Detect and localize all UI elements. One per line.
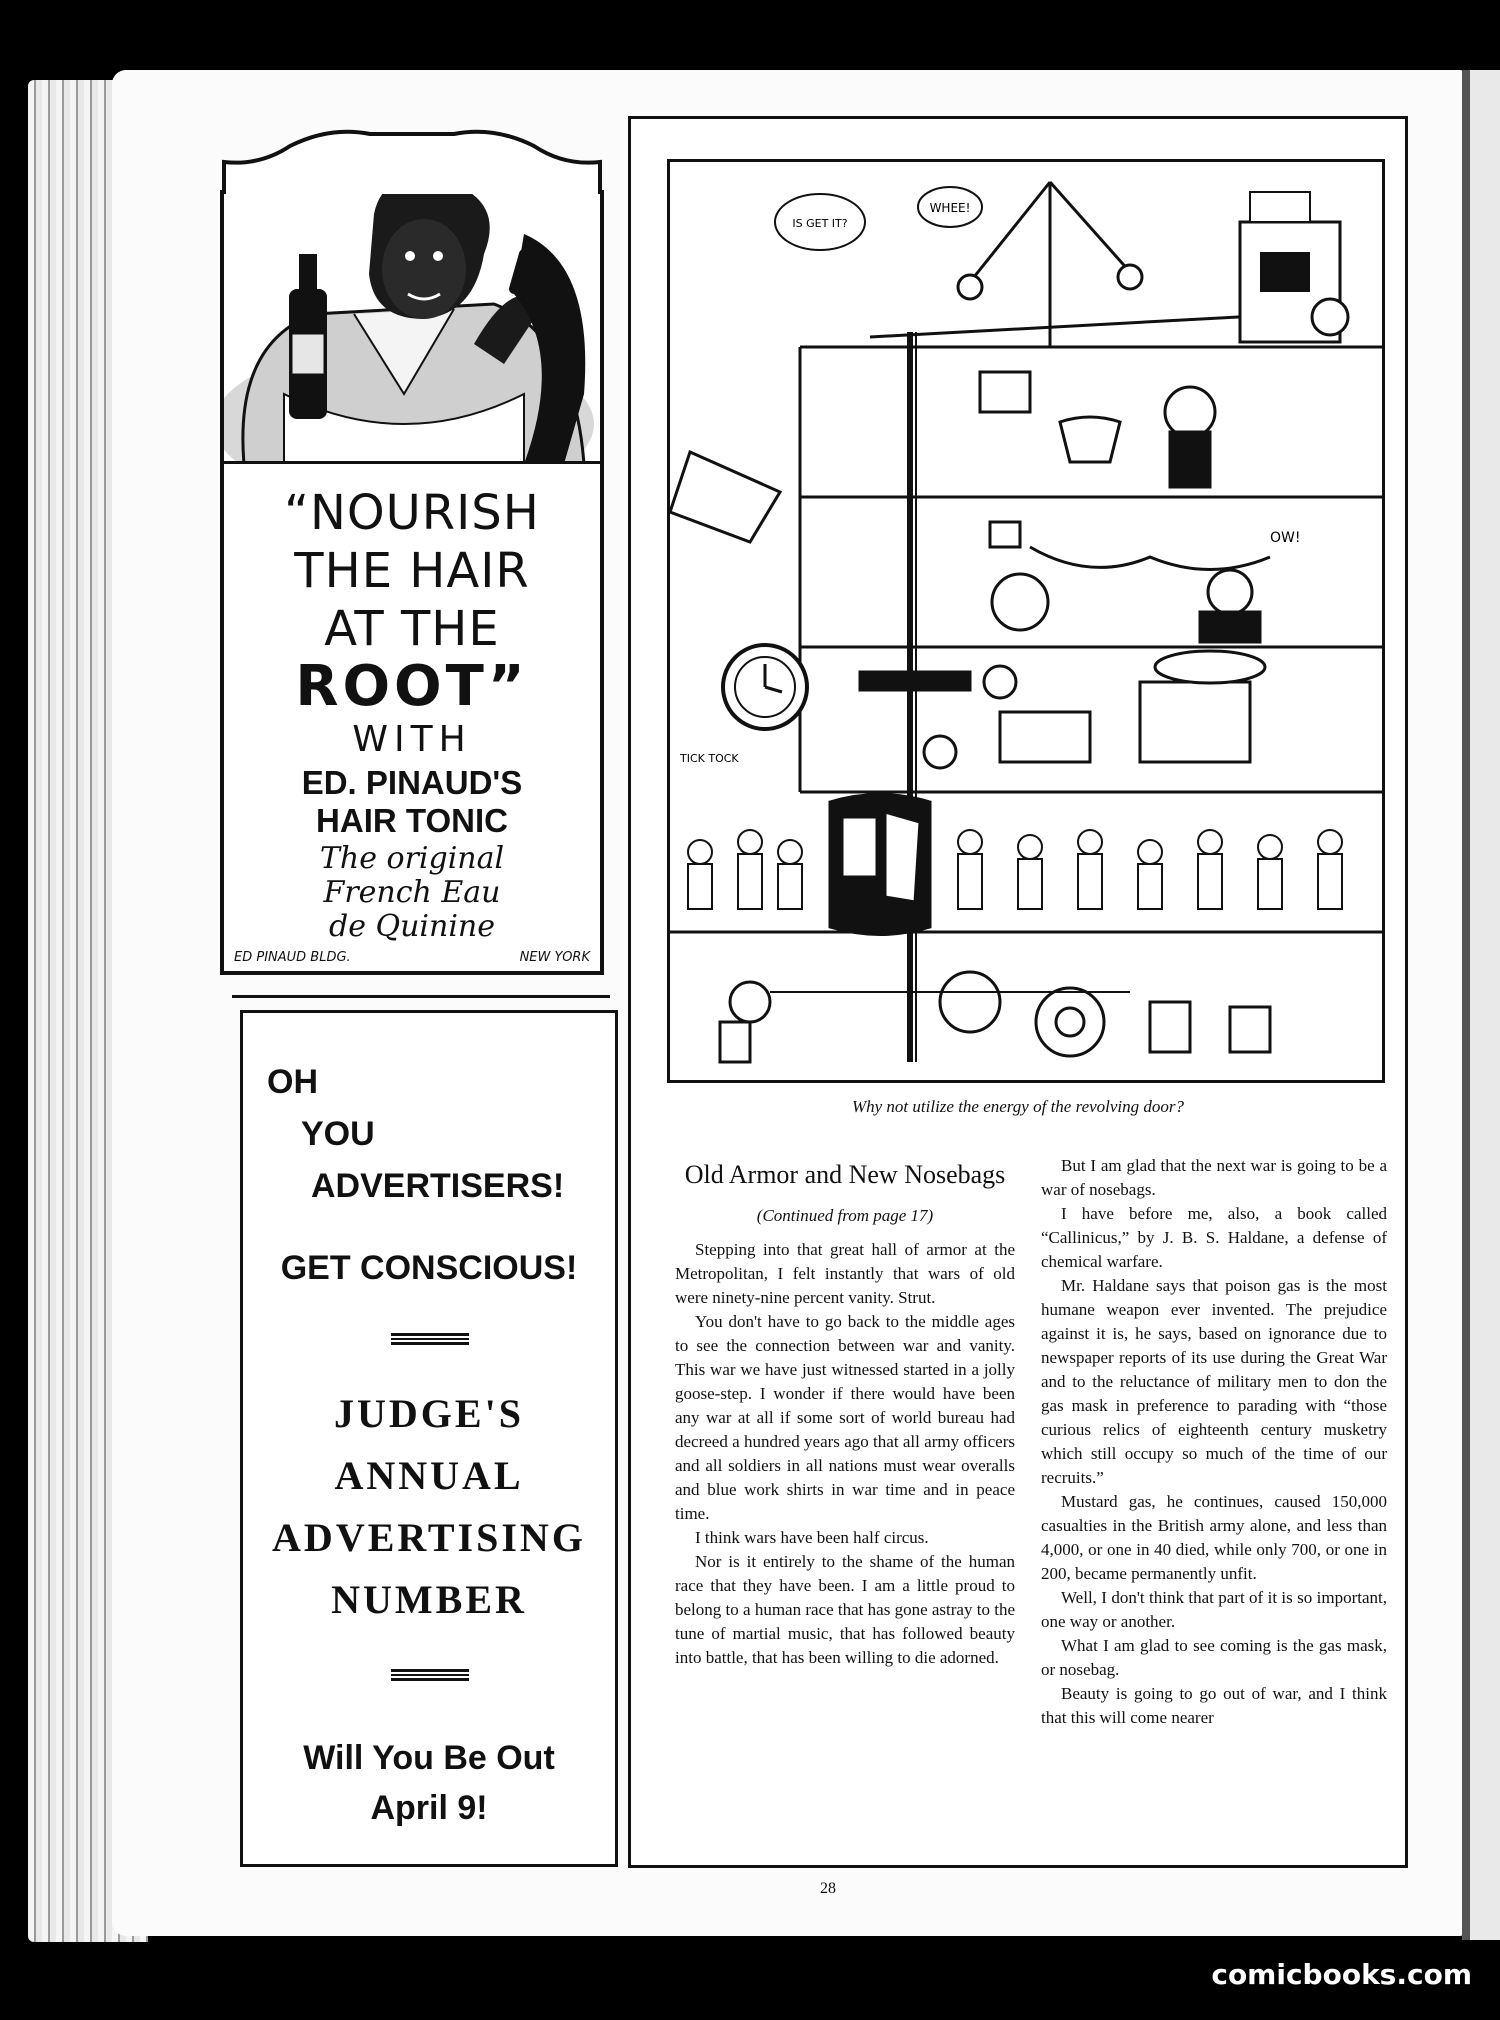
article-paragraph: Mr. Haldane says that poison gas is the most humane weapon ever invented. The prejudice against it is, he says, based on ignorance due to newspaper reports of its use during the Great War and to the reluctance of military men to don the gas mask in preference to parading with “those curious relics of eighteenth century musketry which still occupy so much of the time of our recruits.” — [1041, 1276, 1387, 1487]
ad-cta-line2: April 9! — [370, 1789, 488, 1827]
site-watermark: comicbooks.com — [1211, 1958, 1472, 1991]
article-paragraph: Beauty is going to go out of war, and I think that this will come nearer — [1041, 1684, 1387, 1727]
double-rule — [391, 1333, 469, 1345]
man-with-bottle-illustration — [224, 194, 600, 464]
pinaud-hair-tonic-ad — [220, 190, 604, 975]
tagline-line: French Eau — [323, 875, 501, 910]
ad-cta-line1: Will You Be Out — [303, 1739, 555, 1777]
article-paragraph: Mustard gas, he continues, caused 150,000 casualties in the British army alone, and less than 4,000, or one in 40 died, while only 700, or one in 200, became permanently unfit. — [1041, 1492, 1387, 1583]
article-paragraph: You don't have to go back to the middle ages to see the connection between war and vanity. This war we have just witnessed started in a jolly goose-step. I wonder if there would have been any war at all if some sort of world bureau had decreed a hundred years ago that all army officers and all soldiers in all nations must wear overalls and blue work shirts in war time and in peace time. — [675, 1312, 1015, 1523]
ad-tagline — [224, 842, 600, 944]
revolving-door-cartoon — [667, 159, 1385, 1083]
double-rule — [391, 1669, 469, 1681]
article-paragraph: I think wars have been half circus. — [695, 1528, 929, 1547]
cartoon-and-article-panel — [628, 116, 1408, 1868]
tagline-line: The original — [319, 841, 505, 876]
ad-line-advertisers: ADVERTISERS! — [311, 1167, 565, 1205]
tagline-line: de Quinine — [329, 909, 495, 944]
article-paragraph: But I am glad that the next war is going to be a war of nosebags. — [1041, 1156, 1387, 1199]
page-number: 28 — [820, 1880, 836, 1897]
brand-line: ED. PINAUD'S — [301, 764, 523, 801]
ad-with: WITH — [352, 719, 472, 760]
article-column-2 — [1041, 1154, 1387, 1730]
article-paragraph: What I am glad to see coming is the gas mask, or nosebag. — [1041, 1636, 1387, 1679]
column-divider-rule — [232, 995, 610, 998]
judge-line: JUDGE'S — [334, 1391, 524, 1436]
judge-line: ANNUAL — [334, 1453, 524, 1498]
cartoon-bubble-2: WHEE! — [929, 201, 971, 215]
judge-line: NUMBER — [331, 1577, 527, 1622]
article-continued-note: (Continued from page 17) — [756, 1206, 934, 1225]
headline-line: AT THE — [324, 601, 500, 657]
article-column-1 — [675, 1154, 1015, 1670]
headline-line: “NOURISH — [284, 485, 540, 541]
cartoon-caption: Why not utilize the energy of the revolving door? — [851, 1097, 1185, 1116]
ad-footer — [234, 950, 590, 965]
judge-line: ADVERTISING — [272, 1515, 586, 1560]
ad-line-you: YOU — [301, 1115, 375, 1153]
ad-address: ED PINAUD BLDG. — [234, 950, 351, 965]
headline-line: THE HAIR — [294, 543, 530, 599]
article-title: Old Armor and New Nosebags — [684, 1160, 1006, 1189]
headline-root: ROOT” — [295, 654, 529, 719]
brand-line: HAIR TONIC — [316, 802, 508, 839]
ad-headline — [224, 484, 600, 719]
ad-line-oh: OH — [267, 1063, 318, 1101]
article-paragraph: I have before me, also, a book called “Callinicus,” by J. B. S. Haldane, a defense of chemical warfare. — [1041, 1204, 1387, 1271]
article-paragraph: Well, I don't think that part of it is so important, one way or another. — [1041, 1588, 1387, 1631]
ad-brand — [224, 764, 600, 840]
cartoon-bubble-3: OW! — [1270, 530, 1301, 546]
ad-scalloped-top — [220, 122, 604, 202]
judge-advertising-ad — [240, 1010, 618, 1867]
article-paragraph: Nor is it entirely to the shame of the human race that they have been. I am a little proud to belong to a human race that has gone astray to the tune of martial music, that has followed beauty into battle, that has been willing to die adorned. — [675, 1552, 1015, 1667]
ad-judges-number — [243, 1383, 615, 1631]
cartoon-tick-tock: TICK TOCK — [680, 752, 739, 765]
cartoon-bubble-1: IS GET IT? — [792, 217, 848, 230]
ad-city: NEW YORK — [519, 950, 590, 965]
article-paragraph: Stepping into that great hall of armor at the Metropolitan, I felt instantly that wars of old were ninety-nine percent vanity. Strut. — [675, 1240, 1015, 1307]
next-page-edge — [1462, 70, 1500, 1940]
ad-line-get-conscious: GET CONSCIOUS! — [280, 1249, 578, 1287]
